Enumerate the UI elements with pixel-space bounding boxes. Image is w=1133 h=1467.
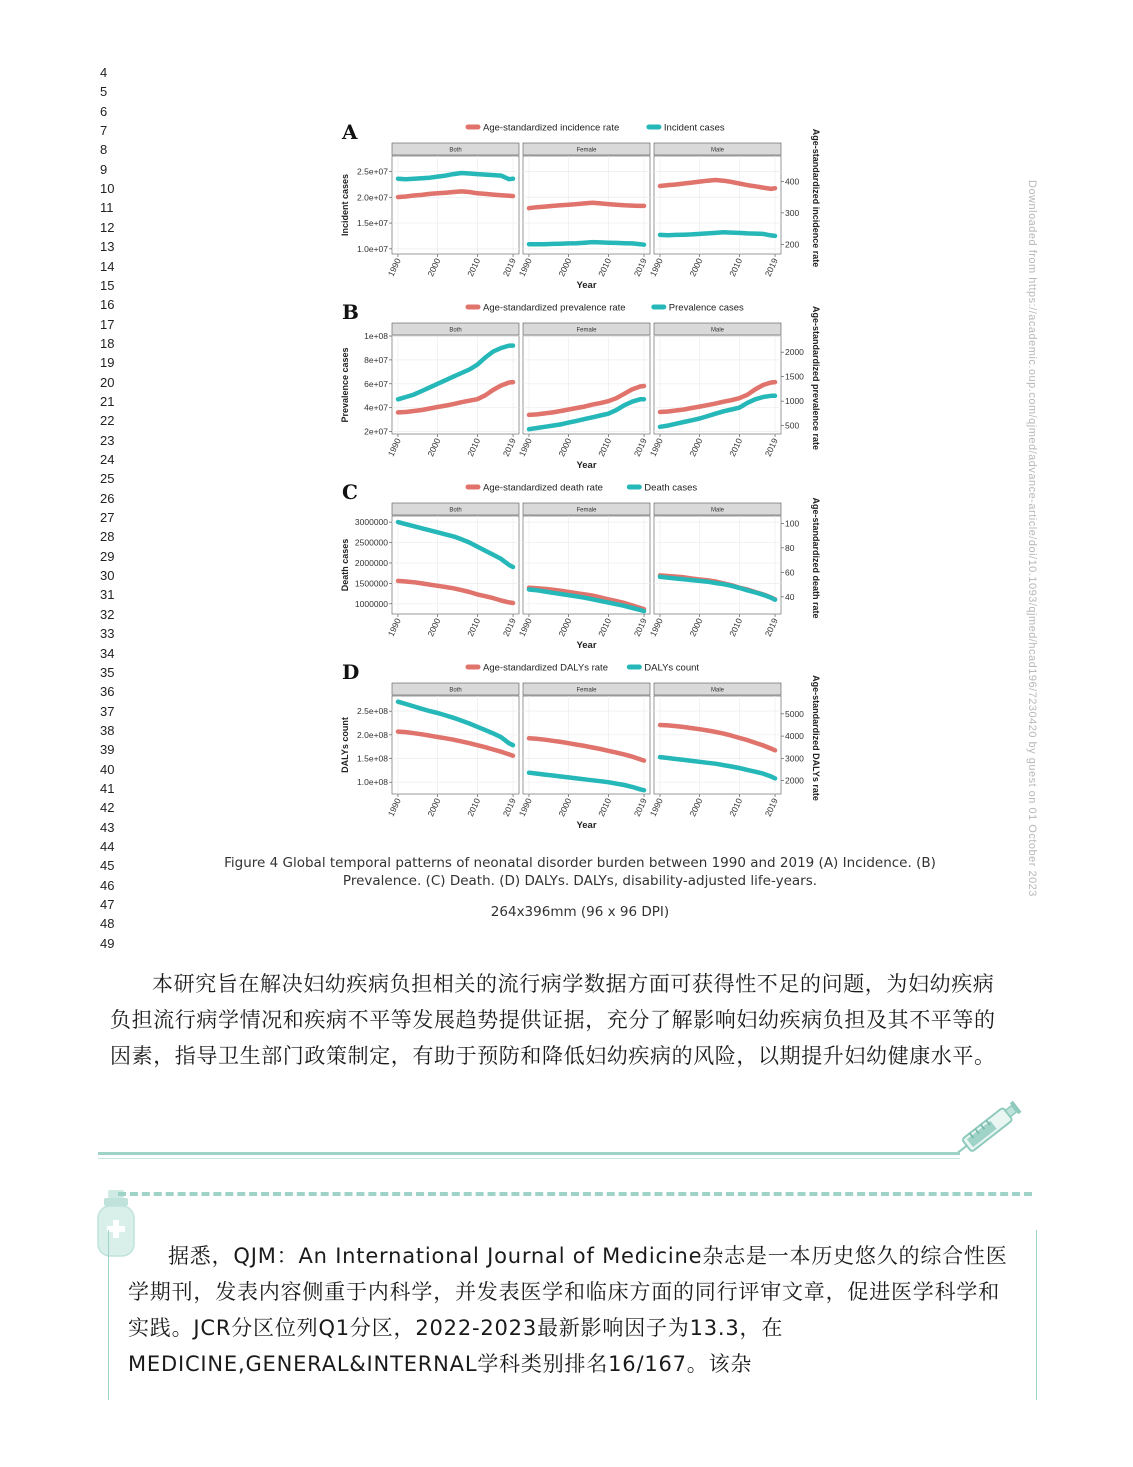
y-tick-label: 1.0e+07 (357, 243, 388, 254)
y2-tick-label: 3000 (785, 753, 804, 764)
box-left-border (108, 1230, 109, 1400)
facet-label: Both (449, 327, 462, 334)
y-tick-label: 1.5e+08 (357, 753, 388, 764)
line-number: 30 (100, 568, 115, 584)
panel-label: A (342, 120, 358, 144)
line-number: 20 (100, 374, 115, 390)
x-tick-label: 2010 (596, 796, 614, 818)
line-number: 35 (100, 664, 115, 680)
x-tick-label: 1990 (647, 256, 665, 278)
x-tick-label: 2000 (687, 256, 705, 278)
x-tick-label: 2010 (727, 436, 745, 458)
summary-paragraph: 本研究旨在解决妇幼疾病负担相关的流行病学数据方面可获得性不足的问题，为妇幼疾病负担流行病学情况和疾病不平等发展趋势提供证据，充分了解影响妇幼疾病负担及其不平等的因素，指导卫生部门政策制定，有助于预防和降低妇幼疾病的风险，以期提升妇幼健康水平。 (110, 972, 996, 1068)
series-line (529, 242, 644, 245)
x-axis-title: Year (576, 460, 597, 471)
facet-plot-area (654, 156, 781, 254)
line-number: 47 (100, 897, 115, 913)
chart-panel-b (340, 300, 821, 471)
line-number: 46 (100, 877, 115, 893)
x-tick-label: 2010 (596, 256, 614, 278)
y-tick-label: 2500000 (354, 537, 388, 548)
line-number: 10 (100, 181, 115, 197)
x-tick-label: 2019 (762, 436, 780, 458)
y2-tick-label: 400 (785, 176, 800, 187)
line-number: 22 (100, 413, 115, 429)
line-number: 24 (100, 452, 115, 467)
y-tick-label: 4e+07 (364, 402, 388, 413)
line-number: 43 (100, 819, 115, 835)
y2-axis-title: Age-standardized DALYs rate (811, 675, 821, 801)
x-tick-label: 2000 (687, 436, 705, 458)
line-number: 11 (100, 200, 114, 216)
line-number: 40 (100, 761, 115, 777)
legend-entry: Prevalence cases (668, 302, 744, 314)
facet-label: Both (449, 147, 462, 154)
line-number: 48 (100, 916, 115, 932)
syringe-icon (950, 1088, 1034, 1164)
x-tick-label: 2000 (556, 436, 574, 458)
facet-label: Male (710, 687, 725, 694)
y-tick-label: 2.0e+07 (357, 192, 388, 203)
line-number: 27 (100, 510, 115, 526)
chart-panel-c (340, 480, 821, 651)
legend-entry: Age-standardized death rate (483, 482, 603, 494)
y-tick-label: 3000000 (354, 517, 388, 528)
x-tick-label: 2000 (425, 256, 443, 278)
x-tick-label: 2010 (465, 616, 483, 638)
y-tick-label: 1.0e+08 (357, 777, 388, 788)
y2-tick-label: 2000 (785, 347, 804, 358)
x-tick-label: 2019 (631, 796, 649, 818)
line-number: 29 (100, 548, 115, 564)
line-number: 37 (100, 703, 115, 719)
line-number: 34 (100, 645, 115, 661)
line-number: 5 (100, 84, 108, 100)
line-number: 33 (100, 626, 115, 642)
line-number: 45 (100, 858, 115, 874)
line-number: 15 (100, 277, 115, 293)
legend-entry: Death cases (644, 482, 698, 494)
legend-entry: Age-standardized DALYs rate (483, 662, 608, 674)
y2-tick-label: 80 (785, 542, 795, 553)
x-tick-label: 1990 (516, 796, 534, 818)
line-number: 36 (100, 684, 115, 700)
x-tick-label: 1990 (385, 796, 403, 818)
dashed-divider (118, 1192, 1032, 1196)
line-number: 7 (100, 123, 108, 139)
panel-label: D (342, 660, 360, 684)
x-tick-label: 1990 (647, 796, 665, 818)
y-tick-label: 2.5e+08 (357, 706, 388, 717)
y2-axis-title: Age-standardized incidence rate (811, 128, 821, 268)
panel-label: B (342, 300, 359, 324)
y2-tick-label: 4000 (785, 731, 804, 742)
x-axis-title: Year (576, 280, 597, 291)
x-tick-label: 2000 (556, 796, 574, 818)
facet-label: Female (576, 327, 597, 334)
chart-panel-a (340, 120, 821, 291)
x-tick-label: 2010 (727, 796, 745, 818)
x-tick-label: 1990 (385, 616, 403, 638)
facet-plot-area (392, 696, 519, 794)
facet-label: Male (710, 147, 725, 154)
y2-tick-label: 300 (785, 207, 800, 218)
caption-line-1: Figure 4 Global temporal patterns of neonatal disorder burden between 1990 and 2019 (A) Incidence. (B) (224, 855, 936, 871)
x-tick-label: 2019 (500, 796, 518, 818)
x-tick-label: 2010 (727, 256, 745, 278)
line-number: 21 (100, 393, 115, 409)
x-tick-label: 2010 (596, 436, 614, 458)
x-axis-title: Year (576, 640, 597, 651)
facet-label: Both (449, 507, 462, 514)
line-number: 49 (100, 935, 115, 951)
x-tick-label: 2019 (762, 796, 780, 818)
section-divider (98, 1152, 960, 1155)
x-tick-label: 2000 (687, 796, 705, 818)
box-right-border (1036, 1230, 1037, 1400)
legend-entry: Incident cases (663, 122, 725, 134)
y-tick-label: 2e+07 (364, 426, 388, 437)
figure-caption (200, 854, 960, 890)
line-number: 42 (100, 800, 115, 816)
y-tick-label: 6e+07 (364, 378, 388, 389)
line-number: 14 (100, 258, 115, 274)
legend-entry: Age-standardized incidence rate (483, 122, 620, 134)
caption-line-2: Prevalence. (C) Death. (D) DALYs. DALYs, disability-adjusted life-years. (342, 873, 818, 889)
x-tick-label: 2010 (465, 796, 483, 818)
x-tick-label: 2000 (556, 616, 574, 638)
y-axis-title: Incident cases (340, 173, 350, 237)
x-tick-label: 2010 (596, 616, 614, 638)
x-tick-label: 2000 (425, 436, 443, 458)
y2-tick-label: 40 (785, 591, 795, 602)
legend-entry: Age-standardized prevalence rate (483, 302, 626, 314)
x-tick-label: 2010 (465, 436, 483, 458)
y-tick-label: 2.0e+08 (357, 729, 388, 740)
facet-label: Both (449, 687, 462, 694)
line-number: 26 (100, 490, 115, 506)
x-tick-label: 1990 (516, 256, 534, 278)
y2-tick-label: 200 (785, 239, 800, 250)
facet-label: Female (576, 507, 597, 514)
y2-tick-label: 1500 (785, 371, 804, 382)
facet-plot-area (654, 516, 781, 614)
figure-4 (330, 115, 830, 835)
line-number: 32 (100, 606, 115, 622)
y2-tick-label: 5000 (785, 708, 804, 719)
line-number: 25 (100, 471, 115, 487)
facet-plot-area (392, 156, 519, 254)
y-axis-title: Prevalence cases (340, 347, 350, 423)
y2-axis-title: Age-standardized prevalence rate (811, 305, 821, 451)
line-number: 19 (100, 355, 115, 371)
x-tick-label: 2019 (762, 616, 780, 638)
x-tick-label: 2019 (762, 256, 780, 278)
line-number: 39 (100, 742, 115, 758)
line-number: 31 (100, 587, 115, 603)
line-number: 12 (100, 219, 115, 235)
x-tick-label: 2010 (465, 256, 483, 278)
line-number: 6 (100, 103, 108, 119)
x-tick-label: 1990 (385, 256, 403, 278)
facet-label: Female (576, 147, 597, 154)
line-number: 4 (100, 65, 108, 80)
line-number: 13 (100, 239, 115, 255)
legend-entry: DALYs count (644, 662, 700, 674)
line-number: 9 (100, 161, 108, 177)
y-tick-label: 2000000 (354, 557, 388, 568)
y2-tick-label: 2000 (785, 775, 804, 786)
y-tick-label: 8e+07 (364, 354, 388, 365)
x-tick-label: 2019 (500, 616, 518, 638)
y2-axis-title: Age-standardized death rate (811, 497, 821, 619)
line-number: 16 (100, 297, 115, 313)
y-tick-label: 1e+08 (364, 331, 388, 341)
y-tick-label: 2.5e+07 (357, 166, 388, 177)
y-axis-title: DALYs count (340, 717, 350, 773)
line-number: 28 (100, 529, 115, 545)
line-number: 17 (100, 316, 115, 332)
y-tick-label: 1000000 (354, 598, 388, 609)
journal-paragraph: 据悉，QJM：An International Journal of Medicine杂志是一本历史悠久的综合性医学期刊，发表内容侧重于内科学，并发表医学和临床方面的同行评审文章，促进医学科学和实践。JCR分区位列Q1分区，2022-2023最新影响因子为13.3，在MEDICINE,GENERAL&INTERNAL学科类别排名16/167。该杂 (128, 1244, 1008, 1376)
x-tick-label: 2000 (425, 616, 443, 638)
x-tick-label: 2019 (631, 256, 649, 278)
line-number: 38 (100, 722, 115, 738)
x-tick-label: 2019 (500, 436, 518, 458)
facet-label: Male (710, 327, 725, 334)
panel-label: C (342, 480, 358, 504)
x-axis-title: Year (576, 820, 597, 831)
y2-tick-label: 60 (785, 567, 795, 578)
x-tick-label: 1990 (385, 436, 403, 458)
y2-tick-label: 500 (785, 420, 800, 431)
x-tick-label: 2000 (425, 796, 443, 818)
x-tick-label: 2010 (727, 616, 745, 638)
x-tick-label: 1990 (516, 616, 534, 638)
x-tick-label: 1990 (516, 436, 534, 458)
y2-tick-label: 100 (785, 518, 800, 529)
download-watermark: Downloaded from https://academic.oup.com/qjmed/advance-article/doi/10.1093/qjmed/hcad196/7230420 by guest on 01 October 2023 (1026, 180, 1038, 897)
section-divider-thin (98, 1158, 960, 1159)
y-tick-label: 1500000 (354, 578, 388, 589)
y-tick-label: 1.5e+07 (357, 218, 388, 229)
facet-label: Female (576, 687, 597, 694)
x-tick-label: 2019 (500, 256, 518, 278)
x-tick-label: 1990 (647, 436, 665, 458)
facet-label: Male (710, 507, 725, 514)
figure-dimensions: 264x396mm (96 x 96 DPI) (490, 904, 670, 920)
x-tick-label: 2019 (631, 616, 649, 638)
line-number: 8 (100, 142, 108, 158)
x-tick-label: 2000 (687, 616, 705, 638)
line-number: 23 (100, 432, 115, 448)
x-tick-label: 2000 (556, 256, 574, 278)
line-number: 41 (100, 780, 115, 796)
y-axis-title: Death cases (340, 538, 350, 592)
x-tick-label: 1990 (647, 616, 665, 638)
line-number: 44 (100, 839, 115, 854)
line-number: 18 (100, 335, 115, 351)
y2-tick-label: 1000 (785, 396, 804, 407)
x-tick-label: 2019 (631, 436, 649, 458)
chart-panel-d (340, 660, 821, 831)
